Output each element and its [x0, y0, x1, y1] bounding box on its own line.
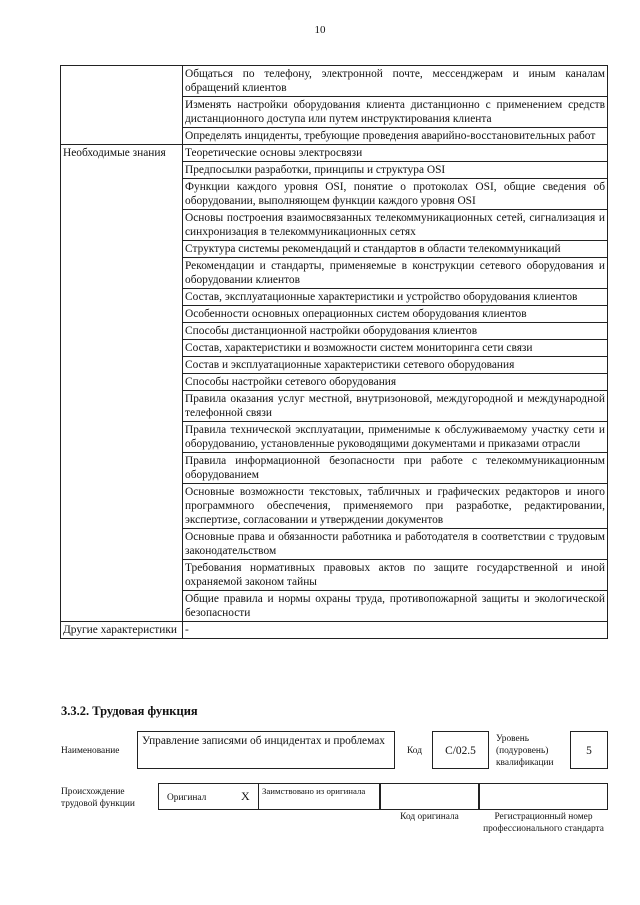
- table-cell: Общие правила и нормы охраны труда, противопожарной защиты и экологической безопасности: [183, 591, 608, 622]
- code-value: C/02.5: [445, 745, 476, 757]
- table-cell: Правила оказания услуг местной, внутризоновой, междугородной и международной телефонной связи: [183, 391, 608, 422]
- borrowed-label: Заимствовано из оригинала: [262, 786, 366, 796]
- table-cell: -: [183, 622, 608, 639]
- page-number: 10: [314, 24, 326, 36]
- reg-number-label: Регистрационный номер профессионального стандарта: [483, 812, 604, 834]
- table-cell: Общаться по телефону, электронной почте, мессенджерам и иным каналам обращений клиентов: [183, 66, 608, 97]
- level-value: 5: [586, 745, 592, 757]
- table-cell: Рекомендации и стандарты, применяемые в конструкции сетевого оборудования и оборудовании клиентов: [183, 258, 608, 289]
- level-box: [570, 731, 608, 769]
- table-row: [61, 66, 608, 97]
- knowledge-table: [60, 65, 608, 639]
- origin-label: Происхождение трудовой функции: [61, 787, 135, 809]
- table-cell: Состав, характеристики и возможности систем мониторинга сети связи: [183, 340, 608, 357]
- table-cell: Состав и эксплуатационные характеристики сетевого оборудования: [183, 357, 608, 374]
- original-label: Оригинал: [167, 793, 207, 803]
- table-cell: Теоретические основы электросвязи: [183, 145, 608, 162]
- table-cell: Состав, эксплуатационные характеристики и устройство оборудования клиентов: [183, 289, 608, 306]
- section-title: 3.3.2. Трудовая функция: [61, 704, 198, 718]
- table-cell: Функции каждого уровня OSI, понятие о протоколах OSI, общие сведения об оборудовании, выполняющем функции каждого уровня OSI: [183, 179, 608, 210]
- table-cell: Основы построения взаимосвязанных телекоммуникационных сетей, сигнализация и синхронизация в телекоммуникационных сетях: [183, 210, 608, 241]
- original-box: [158, 783, 258, 810]
- table-cell: Требования нормативных правовых актов по защите государственной и иной охраняемой законом тайны: [183, 560, 608, 591]
- code-box: [432, 731, 489, 769]
- level-label: Уровень (подуровень) квалификации: [496, 734, 554, 768]
- row-label: [61, 66, 183, 145]
- table-cell: Особенности основных операционных систем оборудования клиентов: [183, 306, 608, 323]
- table-cell: Основные права и обязанности работника и работодателя в соответствии с трудовым законодательством: [183, 529, 608, 560]
- original-mark: X: [241, 789, 250, 803]
- code-label: Код: [407, 746, 422, 756]
- table-row: [61, 145, 608, 162]
- row-label: Другие характеристики: [61, 622, 183, 639]
- code-original-label: Код оригинала: [400, 812, 459, 822]
- table-cell: Правила информационной безопасности при работе с телекоммуникационным оборудованием: [183, 453, 608, 484]
- function-name-box: [137, 731, 395, 769]
- borrowed-box: [258, 783, 380, 810]
- table-row: [61, 622, 608, 639]
- table-cell: Правила технической эксплуатации, применимые к обслуживаемому участку сети и оборудованию, установленные руководящими документами и приказами отрасли: [183, 422, 608, 453]
- function-name-value: Управление записями об инцидентах и проблемах: [142, 735, 385, 747]
- row-label: Необходимые знания: [61, 145, 183, 622]
- table-cell: Структура системы рекомендаций и стандартов в области телекоммуникаций: [183, 241, 608, 258]
- table-cell: Способы настройки сетевого оборудования: [183, 374, 608, 391]
- code-original-box: [380, 783, 479, 810]
- table-cell: Основные возможности текстовых, табличных и графических редакторов и иного программного обеспечения, применяемого при разработке, редактировании, экспертизе, согласовании и утверждении документов: [183, 484, 608, 529]
- name-label: Наименование: [61, 746, 120, 756]
- table-cell: Изменять настройки оборудования клиента дистанционно с применением средств дистанционного доступа или путем инструктирования клиента: [183, 97, 608, 128]
- table-cell: Способы дистанционной настройки оборудования клиентов: [183, 323, 608, 340]
- reg-number-box: [479, 783, 608, 810]
- table-cell: Определять инциденты, требующие проведения аварийно-восстановительных работ: [183, 128, 608, 145]
- table-cell: Предпосылки разработки, принципы и структура OSI: [183, 162, 608, 179]
